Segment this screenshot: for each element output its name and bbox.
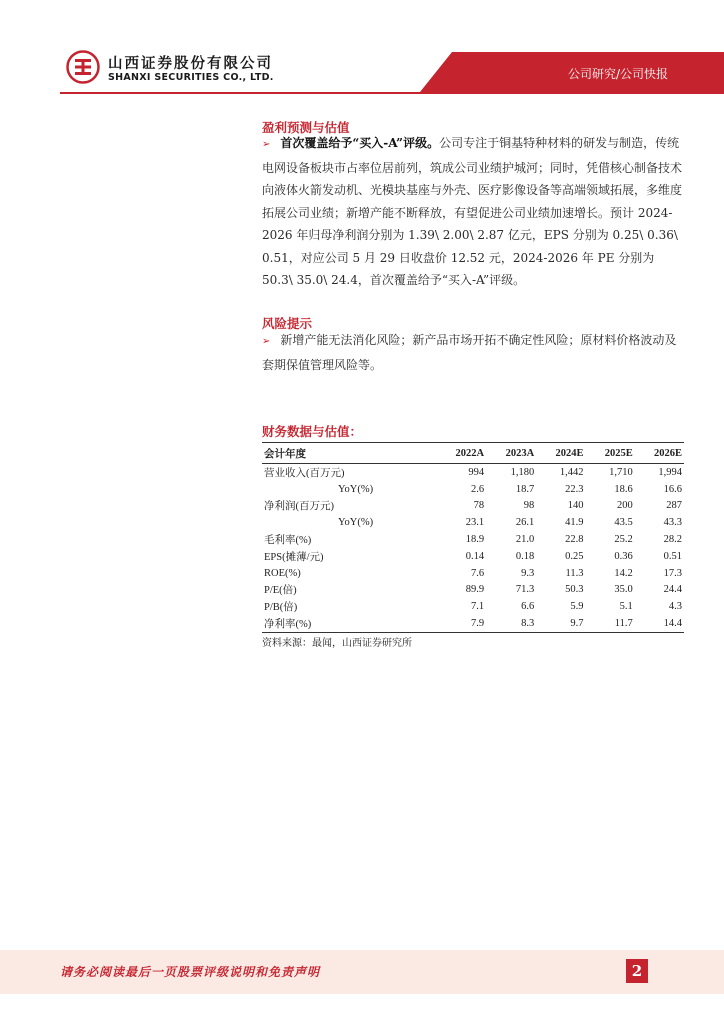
row-label: ROE(%) <box>264 567 301 579</box>
table-cell: 6.6 <box>521 601 535 613</box>
row-label: 净利润(百万元) <box>264 501 334 513</box>
table-cell: 43.5 <box>614 517 633 529</box>
financials-section-title: 财务数据与估值： <box>262 424 363 439</box>
table-row <box>262 598 684 615</box>
table-cell: 78 <box>473 500 485 512</box>
table-row <box>262 514 684 531</box>
column-header: 会计年度 <box>262 443 436 464</box>
table-row <box>262 481 684 498</box>
table-row <box>262 565 684 582</box>
table-cell: 22.3 <box>565 483 584 495</box>
row-label: P/B(倍) <box>264 602 298 614</box>
table-cell: 1,710 <box>609 466 633 478</box>
table-cell: 18.7 <box>515 483 535 495</box>
table-cell: 0.18 <box>515 550 535 562</box>
table-cell: 28.2 <box>663 534 682 546</box>
table-cell: 26.1 <box>515 517 535 529</box>
forecast-paragraph <box>262 132 682 292</box>
company-name-en: SHANXI SECURITIES CO., LTD. <box>108 72 274 83</box>
table-cell: 2.6 <box>470 483 485 495</box>
header-divider <box>60 92 724 94</box>
table-cell: 7.1 <box>470 601 485 613</box>
table-cell: 98 <box>523 500 535 512</box>
bullet-arrow-icon: ➢ <box>262 336 271 347</box>
row-label: 营业收入(百万元) <box>264 467 345 479</box>
table-header-row <box>262 443 684 464</box>
table-cell: 16.6 <box>663 483 682 495</box>
table-cell: 11.3 <box>565 567 584 579</box>
row-label: YoY(%) <box>338 483 374 495</box>
table-cell: 0.36 <box>614 550 633 562</box>
table-cell: 35.0 <box>614 584 633 596</box>
table-cell: 11.7 <box>585 615 634 632</box>
table-cell: 5.9 <box>570 601 584 613</box>
table-row <box>262 498 684 515</box>
data-source-note: 资料来源：最闻，山西证券研究所 <box>262 638 412 649</box>
table-row <box>262 582 684 599</box>
column-header: 2023A <box>486 443 536 464</box>
table-cell: 287 <box>666 500 682 512</box>
table-cell: 7.9 <box>436 615 486 632</box>
table-cell: 50.3 <box>565 584 584 596</box>
company-name-cn: 山西证券股份有限公司 <box>108 56 273 72</box>
financial-table <box>262 442 684 633</box>
column-header: 2026E <box>635 443 684 464</box>
page-header <box>0 0 724 100</box>
table-cell: 25.2 <box>614 534 633 546</box>
page-number: 2 <box>626 959 648 983</box>
table-row <box>262 548 684 565</box>
table-cell: 9.3 <box>521 567 535 579</box>
row-label: EPS(摊薄/元) <box>264 551 324 563</box>
row-label: 毛利率(%) <box>264 535 312 547</box>
table-cell: 71.3 <box>515 584 535 596</box>
row-label: YoY(%) <box>338 517 374 529</box>
table-cell: 23.1 <box>465 517 485 529</box>
table-cell: 89.9 <box>465 584 485 596</box>
forecast-body: 公司专注于铜基特种材料的研发与制造，传统电网设备板块市占率位居前列，筑成公司业绩护城河；同时，凭借核心制备技术向液体火箭发动机、光模块基座与外壳、医疗影像设备等高端领域拓展，多维度拓展公司业绩；新增产能不断释放，有望促进公司业绩加速增长。预计 2024-2026 年归母净利润分别为 1.39\ 2.00\ 2.87 亿元，EPS 分别为 0.25\ 0.36\ 0.51，对应公司 5 月 29 日收盘价 12.52 元，2024-2026 年 PE 分别为 50.3\ 35.0\ 24.4，首次覆盖给予“买入-A”评级。 <box>262 136 683 287</box>
risk-body: 新增产能无法消化风险；新产品市场开拓不确定性风险；原材料价格波动及套期保值管理风险等。 <box>262 333 677 372</box>
table-cell: 200 <box>616 500 633 512</box>
table-cell: 0.25 <box>565 550 584 562</box>
column-header: 2024E <box>536 443 585 464</box>
column-header: 2022A <box>436 443 486 464</box>
table-cell: 4.3 <box>668 601 682 613</box>
row-label: 净利率(%) <box>262 615 436 632</box>
table-row <box>262 531 684 548</box>
forecast-section-title: 盈利预测与估值 <box>262 120 350 135</box>
table-cell: 8.3 <box>486 615 536 632</box>
disclaimer-notice: 请务必阅读最后一页股票评级说明和免责声明 <box>60 965 321 979</box>
table-cell: 1,180 <box>510 466 535 478</box>
table-row <box>262 615 684 632</box>
table-cell: 0.14 <box>465 550 485 562</box>
table-cell: 14.2 <box>614 567 633 579</box>
risk-section-title: 风险提示 <box>262 316 313 331</box>
table-cell: 18.9 <box>465 534 485 546</box>
table-cell: 1,442 <box>559 466 584 478</box>
risk-paragraph <box>262 329 682 376</box>
financial-table-body <box>262 464 684 633</box>
table-cell: 5.1 <box>619 601 633 613</box>
table-cell: 21.0 <box>515 534 535 546</box>
row-label: P/E(倍) <box>264 585 297 597</box>
table-cell: 43.3 <box>663 517 682 529</box>
table-cell: 994 <box>468 466 485 478</box>
bullet-arrow-icon: ➢ <box>262 139 271 150</box>
table-cell: 0.51 <box>663 550 682 562</box>
table-cell: 140 <box>567 500 584 512</box>
table-cell: 7.6 <box>470 567 485 579</box>
table-row <box>262 464 684 481</box>
rating-lead: 首次覆盖给予“买入-A”评级。 <box>280 136 440 150</box>
table-cell: 24.4 <box>663 584 682 596</box>
table-cell: 1,994 <box>658 466 682 478</box>
table-cell: 17.3 <box>663 567 682 579</box>
report-type-label: 公司研究/公司快报 <box>567 67 668 81</box>
table-cell: 9.7 <box>536 615 585 632</box>
table-cell: 18.6 <box>614 483 633 495</box>
table-cell: 22.8 <box>565 534 584 546</box>
page-footer <box>0 950 724 994</box>
table-cell: 14.4 <box>635 615 684 632</box>
table-cell: 41.9 <box>565 517 584 529</box>
column-header: 2025E <box>585 443 634 464</box>
